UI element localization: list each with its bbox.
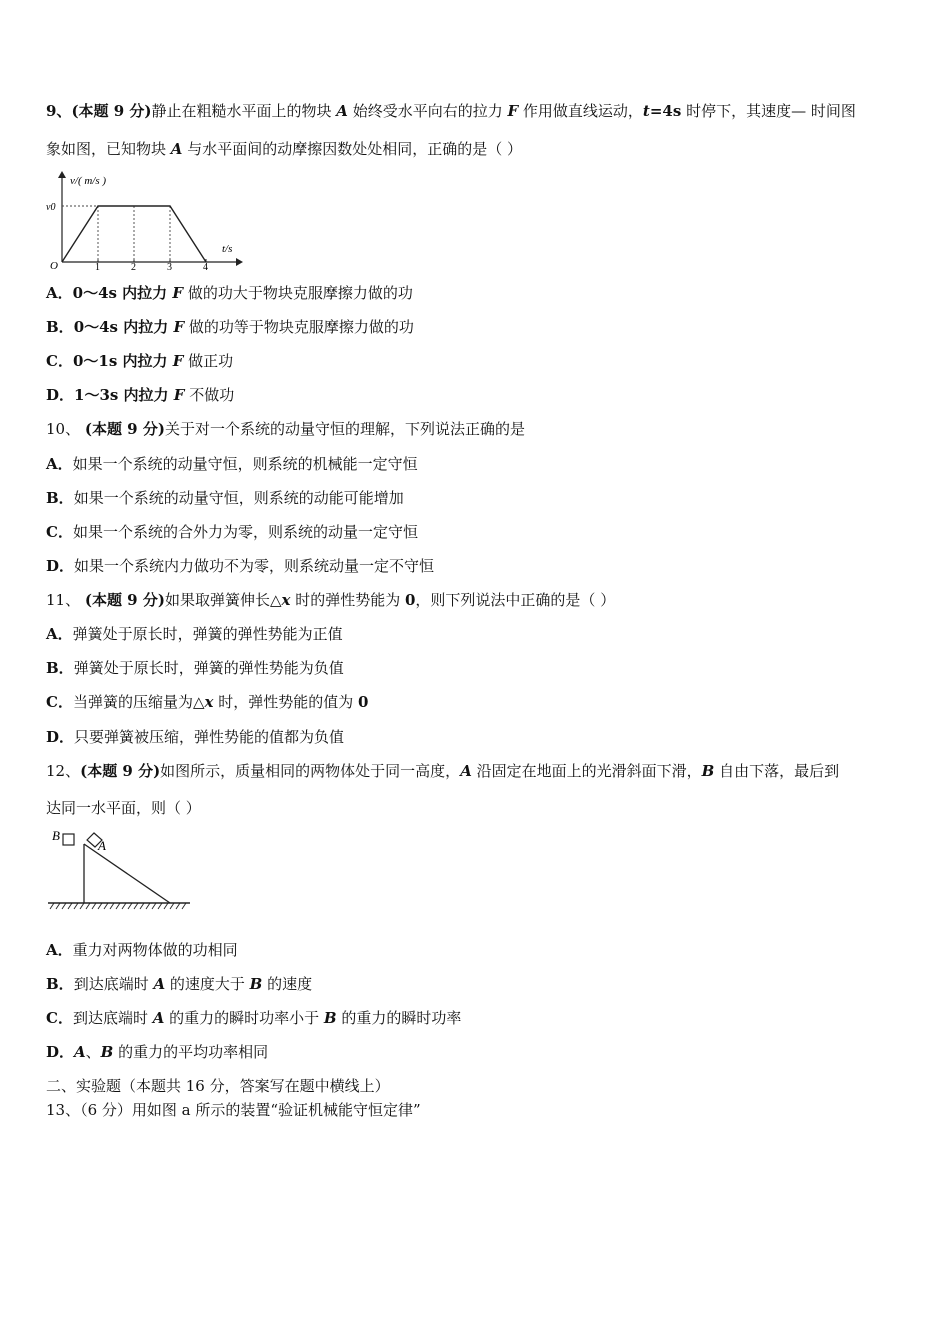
q11-stem: 11、 (本题 9 分)如果取弹簧伸长△x 时的弹性势能为 0，则下列说法中正确的是（ ） <box>46 591 616 609</box>
label-a: A <box>98 838 106 853</box>
q11-option-b[interactable]: B．弹簧处于原长时，弹簧的弹性势能为负值 <box>46 659 344 677</box>
label-b: B <box>52 828 60 843</box>
q12-incline-figure <box>44 826 194 914</box>
q10-option-d[interactable]: D．如果一个系统内力做功不为零，则系统动量一定不守恒 <box>46 557 435 575</box>
q9-stem-line2: 象如图，已知物块 A 与水平面间的动摩擦因数处处相同，正确的是（ ） <box>46 140 522 158</box>
q10-option-b[interactable]: B．如果一个系统的动量守恒，则系统的动能可能增加 <box>46 489 404 507</box>
q10-option-c[interactable]: C．如果一个系统的合外力为零，则系统的动量一定守恒 <box>46 523 418 541</box>
q11-option-c[interactable]: C．当弹簧的压缩量为△x 时，弹性势能的值为 0 <box>46 693 369 711</box>
q12-stem-line2: 达同一水平面，则（ ） <box>46 799 201 817</box>
origin-label: O <box>50 260 58 270</box>
x-tick-3: 3 <box>167 262 172 270</box>
x-tick-labels <box>95 259 208 270</box>
q11-option-a[interactable]: A．弹簧处于原长时，弹簧的弹性势能为正值 <box>46 625 343 643</box>
v0-tick-label: v0 <box>46 202 56 213</box>
section-2-heading: 二、实验题（本题共 16 分，答案写在题中横线上） <box>46 1077 390 1095</box>
x-axis-label: t/s <box>222 243 233 255</box>
q9-option-a[interactable]: A．0～4s 内拉力 F 做的功大于物块克服摩擦力做的功 <box>46 284 413 302</box>
x-tick-2: 2 <box>131 262 136 270</box>
q9-option-b[interactable]: B．0～4s 内拉力 F 做的功等于物块克服摩擦力做的功 <box>46 318 414 336</box>
x-tick-4: 4 <box>203 262 208 270</box>
q12-option-c[interactable]: C．到达底端时 A 的重力的瞬时功率小于 B 的重力的瞬时功率 <box>46 1009 462 1027</box>
q9-stem-line1: 9、(本题 9 分)静止在粗糙水平面上的物块 A 始终受水平向右的拉力 F 作用做直线运动，t=4s 时停下，其速度— 时间图 <box>46 102 856 120</box>
q12-option-b[interactable]: B．到达底端时 A 的速度大于 B 的速度 <box>46 975 313 993</box>
graph-guide-lines <box>62 206 170 262</box>
y-axis-label: v/( m/s ) <box>70 175 107 187</box>
q11-option-d[interactable]: D．只要弹簧被压缩，弹性势能的值都为负值 <box>46 728 345 746</box>
q9-option-c[interactable]: C．0～1s 内拉力 F 做正功 <box>46 352 234 370</box>
q10-stem: 10、 (本题 9 分)关于对一个系统的动量守恒的理解，下列说法正确的是 <box>46 420 525 438</box>
q10-option-a[interactable]: A．如果一个系统的动量守恒，则系统的机械能一定守恒 <box>46 455 418 473</box>
incline <box>84 844 170 903</box>
block-b <box>63 834 74 845</box>
q12-option-d[interactable]: D．A、B 的重力的平均功率相同 <box>46 1043 269 1061</box>
q9-option-d[interactable]: D．1～3s 内拉力 F 不做功 <box>46 386 235 404</box>
ground <box>48 903 190 909</box>
q12-stem-line1: 12、(本题 9 分)如图所示，质量相同的两物体处于同一高度，A 沿固定在地面上的光滑斜面下滑，B 自由下落，最后到 <box>46 762 840 780</box>
q9-vt-graph <box>44 170 244 270</box>
q13-stem: 13、（6 分）用如图 a 所示的装置“验证机械能守恒定律” <box>46 1101 421 1119</box>
q12-option-a[interactable]: A．重力对两物体做的功相同 <box>46 941 238 959</box>
x-tick-1: 1 <box>95 262 100 270</box>
